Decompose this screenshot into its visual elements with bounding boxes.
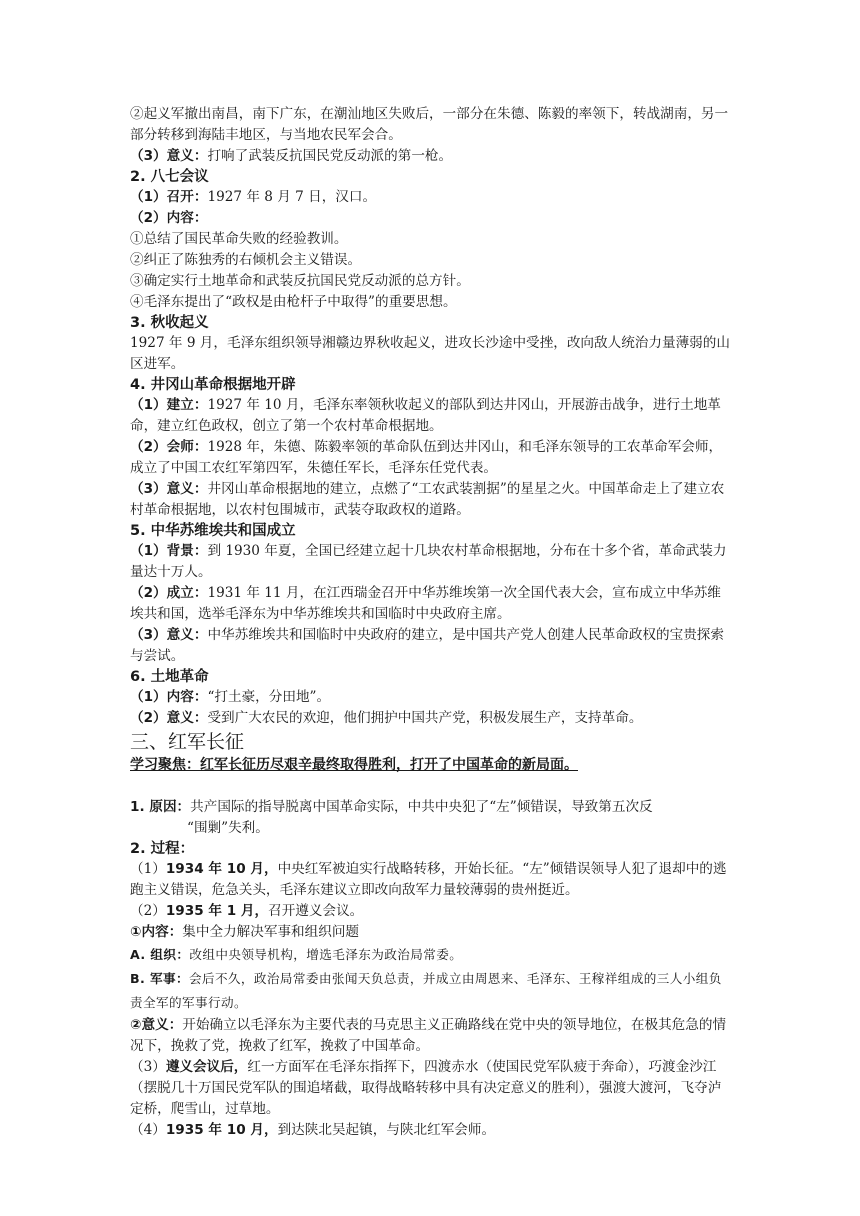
text: 集中全力解决军事和组织问题 xyxy=(182,924,360,940)
section-title: 三、红军长征 xyxy=(130,731,245,753)
paragraph xyxy=(130,1057,732,1120)
paragraph xyxy=(130,1120,732,1141)
text: 井冈山革命根据地的建立，点燃了“工农武装割据”的星星之火。中国革命走上了建立农村革命根据地，以农村包围城市，武装夺取政权的道路。 xyxy=(130,481,725,518)
label: （2）会师： xyxy=(130,439,208,455)
text: 到达陕北吴起镇，与陕北红军会师。 xyxy=(277,1122,496,1138)
text: 红一方面军在毛泽东指挥下，四渡赤水（使国民党军队疲于奔命），巧渡金沙江（摆脱几十万国民党军队的围追堵截，取得战略转移中具有决定意义的胜利），强渡大渡河，飞夺泸定桥，爬雪山，过草地。 xyxy=(130,1059,722,1117)
paragraph xyxy=(130,187,732,208)
paragraph xyxy=(130,395,732,437)
paragraph: ③确定实行土地革命和武装反抗国民党反动派的总方针。 xyxy=(130,273,470,289)
label: ②意义： xyxy=(130,1017,183,1033)
paragraph xyxy=(130,104,732,146)
text: （2） xyxy=(130,903,166,919)
label: 1935 年 1 月， xyxy=(165,903,269,919)
text: 共产国际的指导脱离中国革命实际，中共中央犯了“左”倾错误，导致第五次反 xyxy=(190,799,653,815)
learning-focus: 学习聚焦：红军长征历尽艰辛最终取得胜利，打开了中国革命的新局面。 xyxy=(130,757,578,773)
paragraph xyxy=(130,922,732,943)
heading-process: 2. 过程： xyxy=(130,841,195,857)
paragraph xyxy=(130,708,732,729)
heading-bayi-meeting: 2. 八七会议 xyxy=(130,169,209,185)
paragraph: （2）内容： xyxy=(130,210,208,226)
text: 打响了武装反抗国民党反动派的第一枪。 xyxy=(207,148,453,164)
label: 1934 年 10 月， xyxy=(165,861,278,877)
label: （1）召开： xyxy=(130,189,208,205)
text: ②起义军撤出南昌，南下广东，在潮汕地区失败后，一部分在朱德、陈毅的率领下，转战湖南，另一部分转移到海陆丰地区，与当地农民军会合。 xyxy=(130,106,729,143)
paragraph xyxy=(130,1015,732,1057)
paragraph xyxy=(130,901,732,922)
text: 中华苏维埃共和国临时中央政府的建立，是中国共产党人创建人民革命政权的宝贵探索与尝试。 xyxy=(130,627,724,664)
heading-land-revolution: 6. 土地革命 xyxy=(130,669,209,685)
text: 召开遵义会议。 xyxy=(268,903,364,919)
text: 开始确立以毛泽东为主要代表的马克思主义正确路线在党中央的领导地位，在极其危急的情况下，挽救了党，挽救了红军，挽救了中国革命。 xyxy=(130,1017,727,1054)
label: 遵义会议后， xyxy=(165,1059,248,1075)
label: ①内容： xyxy=(130,924,183,940)
text: 1927 年 10 月，毛泽东率领秋收起义的部队到达井冈山，开展游击战争，进行土地革命，建立红色政权，创立了第一个农村革命根据地。 xyxy=(130,397,721,434)
text: “打土豪，分田地”。 xyxy=(207,689,331,705)
text: 到 1930 年夏，全国已经建立起十几块农村革命根据地，分布在十多个省，革命武装力量达十万人。 xyxy=(130,543,727,580)
paragraph xyxy=(130,943,732,967)
label: B. 军事： xyxy=(130,971,189,986)
paragraph xyxy=(130,541,732,583)
text: 受到广大农民的欢迎，他们拥护中国共产党，积极发展生产，支持革命。 xyxy=(207,710,643,726)
label: 1. 原因： xyxy=(130,799,191,815)
heading-soviet-republic: 5. 中华苏维埃共和国成立 xyxy=(130,523,296,539)
label: （2）成立： xyxy=(130,585,208,601)
paragraph: ②纠正了陈独秀的右倾机会主义错误。 xyxy=(130,252,362,268)
text: 1928 年，朱德、陈毅率领的革命队伍到达井冈山，和毛泽东领导的工农革命军会师，成立了中国工农红军第四军，朱德任军长，毛泽东任党代表。 xyxy=(130,439,723,476)
text: （1） xyxy=(130,861,166,877)
heading-jinggangshan: 4. 井冈山革命根据地开辟 xyxy=(130,377,296,393)
document-body xyxy=(130,104,732,1141)
label: （1）背景： xyxy=(130,543,208,559)
paragraph: 1927 年 9 月，毛泽东组织领导湘赣边界秋收起义，进攻长沙途中受挫，改向敌人统治力量薄弱的山区进军。 xyxy=(130,335,730,372)
paragraph xyxy=(130,479,732,521)
label: （3）意义： xyxy=(130,481,208,497)
text: 会后不久，政治局常委由张闻天负总责，并成立由周恩来、毛泽东、王稼祥组成的三人小组负责全军的军事行动。 xyxy=(130,971,722,1010)
label: 1935 年 10 月， xyxy=(165,1122,278,1138)
paragraph xyxy=(130,437,732,479)
paragraph xyxy=(130,967,732,1015)
paragraph xyxy=(130,146,732,167)
text: （4） xyxy=(130,1122,166,1138)
label: （1）建立： xyxy=(130,397,208,413)
label: A. 组织： xyxy=(130,947,190,962)
paragraph xyxy=(130,687,732,708)
heading-autumn-harvest: 3. 秋收起义 xyxy=(130,315,209,331)
paragraph: ①总结了国民革命失败的经验教训。 xyxy=(130,231,348,247)
paragraph: “围剿”失利。 xyxy=(187,820,269,836)
text: 中央红军被迫实行战略转移，开始长征。“左”倾错误领导人犯了退却中的逃跑主义错误，危急关头，毛泽东建议立即改向敌军力量较薄弱的贵州挺近。 xyxy=(130,861,727,898)
paragraph: ④毛泽东提出了“政权是由枪杆子中取得”的重要思想。 xyxy=(130,294,457,310)
text: （3） xyxy=(130,1059,166,1075)
paragraph xyxy=(130,859,732,901)
label: （3）意义： xyxy=(130,627,208,643)
text: 1931 年 11 月，在江西瑞金召开中华苏维埃第一次全国代表大会，宣布成立中华苏维埃共和国，选举毛泽东为中华苏维埃共和国临时中央政府主席。 xyxy=(130,585,721,622)
paragraph xyxy=(130,625,732,667)
label: （3）意义： xyxy=(130,148,208,164)
paragraph xyxy=(130,583,732,625)
text: 改组中央领导机构，增选毛泽东为政治局常委。 xyxy=(189,947,463,962)
label: （1）内容： xyxy=(130,689,208,705)
text: 1927 年 8 月 7 日，汉口。 xyxy=(207,189,377,205)
paragraph xyxy=(130,797,732,818)
label: （2）意义： xyxy=(130,710,208,726)
